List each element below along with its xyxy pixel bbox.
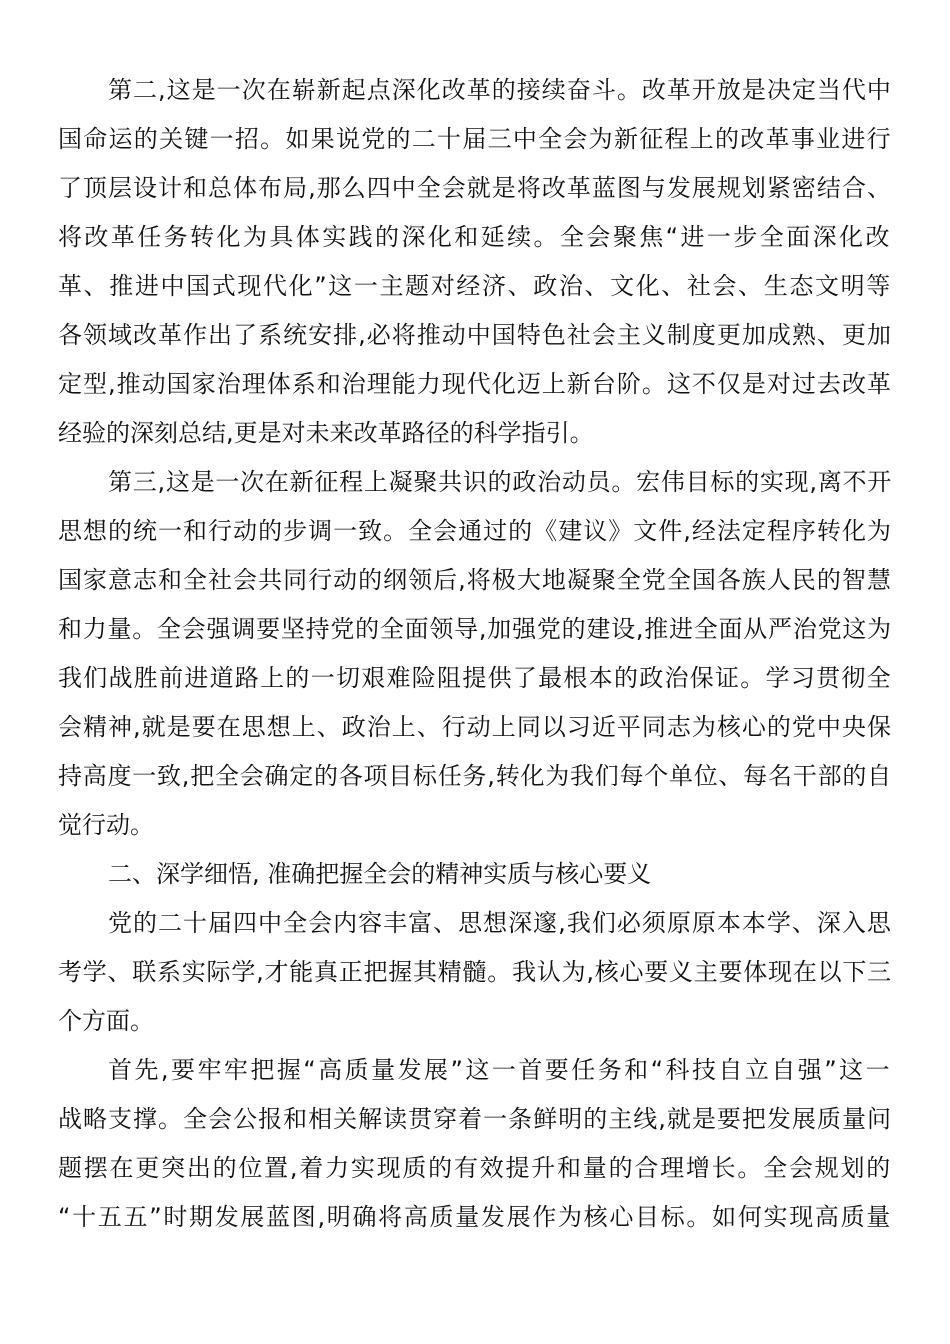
text-line: 觉行动。	[58, 811, 154, 839]
text-line: 持高度一致,把全会确定的各项目标任务,转化为我们每个单位、每名干部的自	[58, 762, 892, 790]
text-line: 国命运的关键一招。如果说党的二十届三中全会为新征程上的改革事业进行	[58, 125, 892, 153]
text-line: 首先,要牢牢把握“高质量发展”这一首要任务和“科技自立自强”这一	[108, 1056, 893, 1084]
text-line: 党的二十届四中全会内容丰富、思想深邃,我们必须原原本本学、深入思	[108, 909, 892, 937]
text-line: 会精神,就是要在思想上、政治上、行动上同以习近平同志为核心的党中央保	[58, 713, 892, 741]
paragraph-second-point	[58, 66, 892, 458]
paragraph-third-point	[58, 458, 892, 850]
document-page	[58, 66, 892, 1242]
paragraph-first-essence	[58, 1046, 892, 1242]
text-line: 各领域改革作出了系统安排,必将推动中国特色社会主义制度更加成熟、更加	[58, 321, 892, 349]
text-line: 个方面。	[58, 1007, 154, 1035]
text-line: 第二,这是一次在崭新起点深化改革的接续奋斗。改革开放是决定当代中	[108, 76, 892, 104]
text-line: 和力量。全会强调要坚持党的全面领导,加强党的建设,推进全面从严治党这为	[58, 615, 892, 643]
text-line: 革、推进中国式现代化”这一主题对经济、政治、文化、社会、生态文明等	[58, 272, 892, 300]
text-line: 题摆在更突出的位置,着力实现质的有效提升和量的合理增长。全会规划的	[58, 1154, 893, 1182]
text-line: 考学、联系实际学,才能真正把握其精髓。我认为,核心要义主要体现在以下三	[58, 958, 892, 986]
section-heading	[58, 850, 892, 899]
text-line: 定型,推动国家治理体系和治理能力现代化迈上新台阶。这不仅是对过去改革	[58, 370, 892, 398]
text-line: 第三,这是一次在新征程上凝聚共识的政治动员。宏伟目标的实现,离不开	[108, 468, 893, 496]
section-heading-text: 二、深学细悟, 准确把握全会的精神实质与核心要义	[108, 860, 652, 888]
text-line: 我们战胜前进道路上的一切艰难险阻提供了最根本的政治保证。学习贯彻全	[58, 664, 892, 692]
text-line: 战略支撑。全会公报和相关解读贯穿着一条鲜明的主线,就是要把发展质量问	[58, 1105, 892, 1133]
paragraph-intro-core-essence	[58, 899, 892, 1046]
text-line: 经验的深刻总结,更是对未来改革路径的科学指引。	[58, 419, 594, 447]
text-line: “十五五”时期发展蓝图,明确将高质量发展作为核心目标。如何实现高质量	[58, 1203, 892, 1231]
text-line: 思想的统一和行动的步调一致。全会通过的《建议》文件,经法定程序转化为	[58, 517, 892, 545]
text-line: 了顶层设计和总体布局,那么四中全会就是将改革蓝图与发展规划紧密结合、	[58, 174, 892, 202]
text-line: 将改革任务转化为具体实践的深化和延续。全会聚焦“进一步全面深化改	[58, 223, 892, 251]
text-line: 国家意志和全社会共同行动的纲领后,将极大地凝聚全党全国各族人民的智慧	[58, 566, 892, 594]
